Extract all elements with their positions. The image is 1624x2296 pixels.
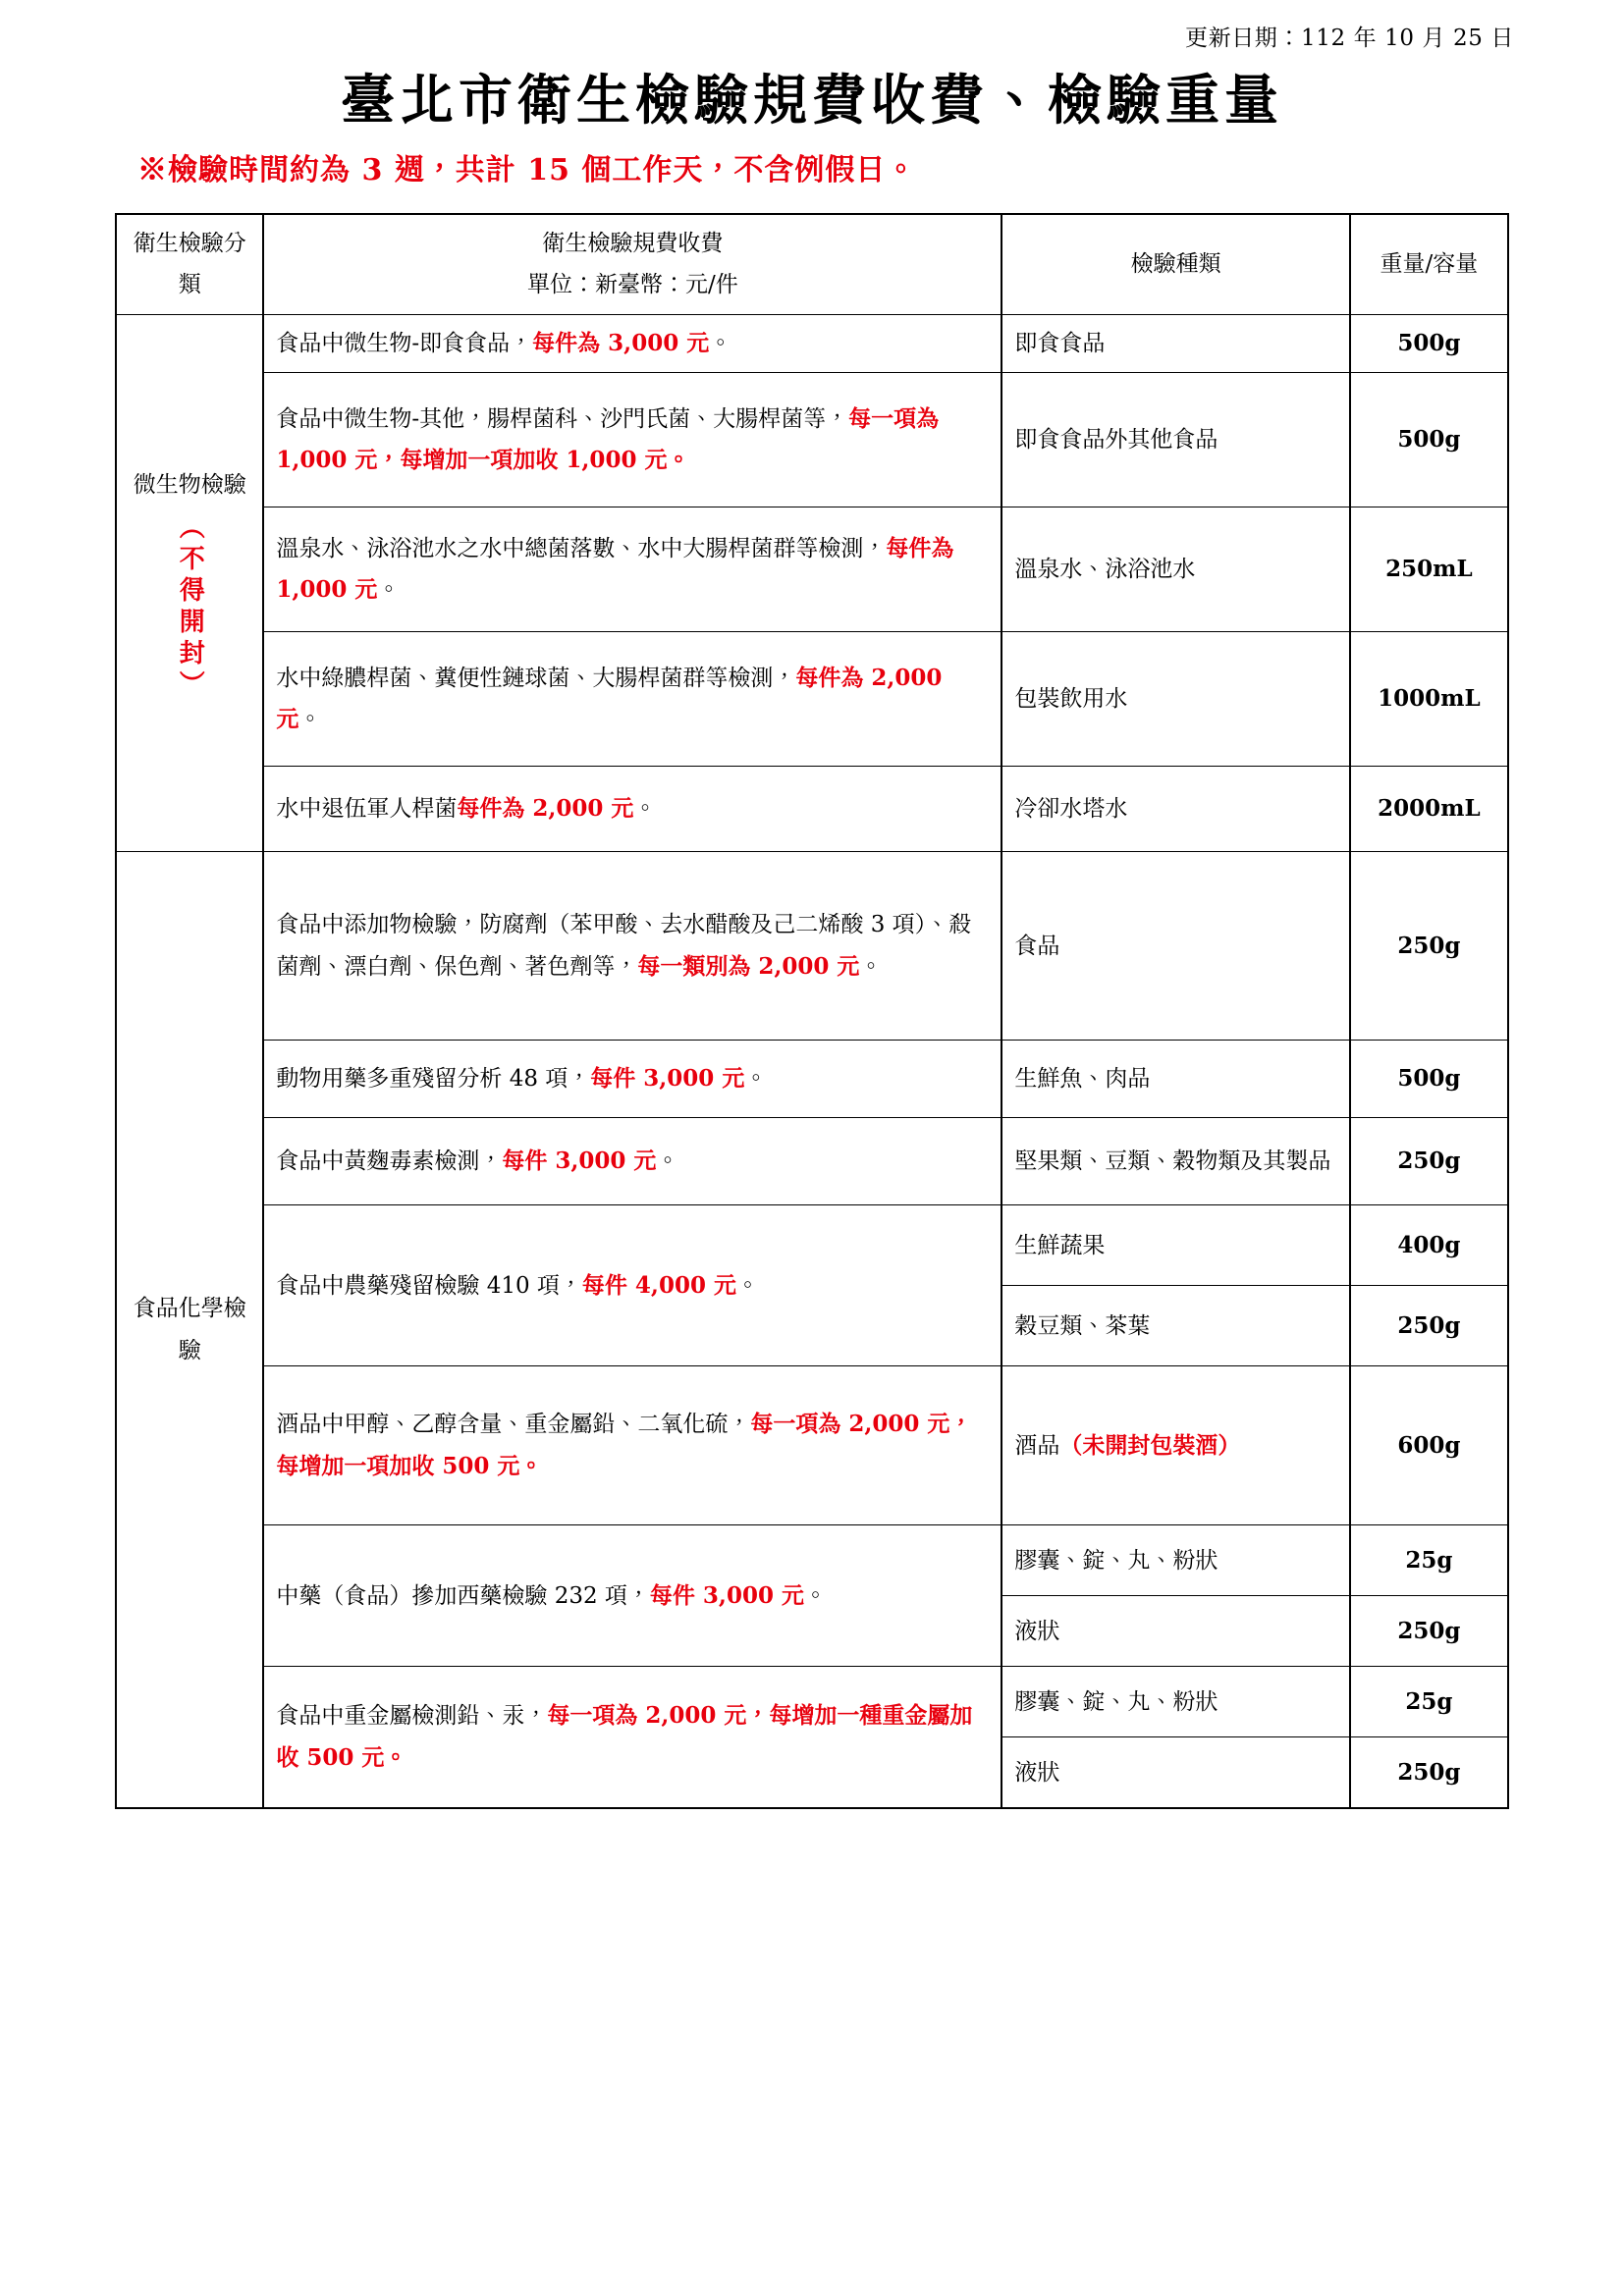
table-row	[116, 1205, 1508, 1286]
header-fee-line2: 單位：新臺幣：元/件	[527, 272, 738, 298]
processing-time-note: ※檢驗時間約為 3 週，共計 15 個工作天，不含例假日。	[137, 153, 917, 188]
fee-cell	[263, 1667, 1001, 1809]
page-title: 臺北市衛生檢驗規費收費、檢驗重量	[340, 67, 1283, 132]
fee-cell	[263, 632, 1001, 767]
table-row	[116, 1041, 1508, 1118]
weight-cell: 250g	[1350, 1286, 1508, 1366]
fee-cell	[263, 507, 1001, 632]
category-cell-microbiology	[116, 314, 263, 852]
fee-text-red: 每件為 1,000 元	[276, 534, 954, 604]
weight-cell: 25g	[1350, 1667, 1508, 1737]
weight-cell: 250g	[1350, 1737, 1508, 1809]
fee-cell	[263, 1118, 1001, 1205]
fee-text-tail: 。	[803, 1582, 827, 1609]
table-row	[116, 507, 1508, 632]
fee-text-black: 溫泉水、泳浴池水之水中總菌落數、水中大腸桿菌群等檢測，	[276, 535, 887, 561]
table-row	[116, 767, 1508, 852]
fee-text-red: 每件 3,000 元	[502, 1148, 657, 1175]
header-fee-line1: 衛生檢驗規費收費	[542, 230, 724, 256]
fee-cell	[263, 1525, 1001, 1667]
fee-text-red: 每一項為 2,000 元，每增加一種重金屬加收 500 元。	[276, 1702, 973, 1771]
fee-text-tail: 。	[656, 1148, 679, 1175]
weight-cell: 500g	[1350, 314, 1508, 373]
table-row	[116, 1366, 1508, 1525]
fee-text-red: 每件為 2,000 元	[276, 664, 943, 733]
fee-cell	[263, 1041, 1001, 1118]
fee-text-red: 每件 4,000 元	[581, 1271, 736, 1299]
fee-text-red: 每一類別為 2,000 元	[637, 952, 860, 980]
fee-text-tail: 。	[735, 1272, 759, 1299]
fee-text-tail: 。	[709, 330, 732, 356]
fee-text-red: 每件 3,000 元	[649, 1581, 804, 1609]
category-note: （不得開封）	[175, 513, 205, 703]
fee-text-tail: 。	[633, 796, 657, 823]
fee-table	[115, 213, 1509, 1810]
kind-cell: 堅果類、豆類、穀物類及其製品	[1001, 1118, 1350, 1205]
fee-text-red: 每件 3,000 元	[590, 1065, 745, 1093]
table-row	[116, 1667, 1508, 1737]
fee-cell	[263, 1205, 1001, 1366]
header-category: 衛生檢驗分類	[116, 214, 263, 315]
kind-cell: 穀豆類、茶葉	[1001, 1286, 1350, 1366]
table-row	[116, 852, 1508, 1041]
weight-cell: 600g	[1350, 1366, 1508, 1525]
kind-cell: 膠囊、錠、丸、粉狀	[1001, 1525, 1350, 1596]
fee-text-black: 動物用藥多重殘留分析 48 項，	[276, 1066, 591, 1093]
kind-cell	[1001, 1366, 1350, 1525]
fee-text-tail: 。	[859, 953, 883, 980]
kind-cell: 食品	[1001, 852, 1350, 1041]
kind-cell: 溫泉水、泳浴池水	[1001, 507, 1350, 632]
fee-cell	[263, 373, 1001, 507]
table-body	[116, 314, 1508, 1808]
fee-text-black: 水中綠膿桿菌、糞便性鏈球菌、大腸桿菌群等檢測，	[276, 665, 796, 691]
fee-text-tail: 。	[744, 1066, 768, 1093]
table-row	[116, 314, 1508, 373]
table-row	[116, 1525, 1508, 1596]
header-weight: 重量/容量	[1350, 214, 1508, 315]
kind-cell: 膠囊、錠、丸、粉狀	[1001, 1667, 1350, 1737]
weight-cell: 500g	[1350, 373, 1508, 507]
header-fee	[263, 214, 1001, 315]
fee-text-black: 食品中微生物-其他，腸桿菌科、沙門氏菌、大腸桿菌等，	[276, 405, 849, 432]
weight-cell: 250g	[1350, 852, 1508, 1041]
table-header	[116, 214, 1508, 315]
fee-text-black: 食品中添加物檢驗，防腐劑（苯甲酸、去水醋酸及己二烯酸 3 項）、殺菌劑、漂白劑、保色劑、著色劑等，	[276, 912, 972, 980]
fee-cell	[263, 1366, 1001, 1525]
weight-cell: 400g	[1350, 1205, 1508, 1286]
fee-text-red: 每件為 2,000 元	[457, 795, 634, 823]
fee-text-red: 每件為 3,000 元	[532, 329, 710, 356]
fee-text-black: 食品中黃麴毒素檢測，	[276, 1148, 503, 1175]
fee-text-black: 水中退伍軍人桿菌	[276, 796, 458, 823]
weight-cell: 25g	[1350, 1525, 1508, 1596]
fee-text-tail: 。	[377, 577, 401, 604]
kind-text-black: 酒品	[1014, 1432, 1060, 1459]
weight-cell: 500g	[1350, 1041, 1508, 1118]
weight-cell: 250g	[1350, 1596, 1508, 1667]
kind-cell: 液狀	[1001, 1596, 1350, 1667]
table-row	[116, 632, 1508, 767]
kind-text-red: （未開封包裝酒）	[1059, 1431, 1241, 1459]
kind-cell: 冷卻水塔水	[1001, 767, 1350, 852]
category-cell-food-chemistry	[116, 852, 263, 1809]
fee-text-red: 每一項為 1,000 元，每增加一項加收 1,000 元。	[276, 404, 940, 474]
weight-cell: 1000mL	[1350, 632, 1508, 767]
weight-cell: 250mL	[1350, 507, 1508, 632]
fee-cell	[263, 767, 1001, 852]
weight-cell: 2000mL	[1350, 767, 1508, 852]
weight-cell: 250g	[1350, 1118, 1508, 1205]
fee-text-black: 食品中農藥殘留檢驗 410 項，	[276, 1272, 582, 1299]
table-row	[116, 1118, 1508, 1205]
kind-cell: 即食食品	[1001, 314, 1350, 373]
update-date: 更新日期：112 年 10 月 25 日	[1185, 26, 1514, 51]
fee-text-black: 食品中重金屬檢測鉛、汞，	[276, 1703, 548, 1730]
kind-cell: 生鮮魚、肉品	[1001, 1041, 1350, 1118]
kind-cell: 液狀	[1001, 1737, 1350, 1809]
fee-cell	[263, 852, 1001, 1041]
category-title: 食品化學檢驗	[133, 1296, 246, 1363]
header-kind: 檢驗種類	[1001, 214, 1350, 315]
fee-text-tail: 。	[298, 707, 322, 733]
fee-text-red: 每一項為 2,000 元，每增加一項加收 500 元。	[276, 1411, 973, 1479]
fee-text-black: 酒品中甲醇、乙醇含量、重金屬鉛、二氧化硫，	[276, 1412, 751, 1438]
kind-cell: 生鮮蔬果	[1001, 1205, 1350, 1286]
fee-text-black: 中藥（食品）摻加西藥檢驗 232 項，	[276, 1582, 650, 1609]
kind-cell: 即食食品外其他食品	[1001, 373, 1350, 507]
fee-cell	[263, 314, 1001, 373]
fee-text-black: 食品中微生物-即食食品，	[276, 330, 533, 356]
table-row	[116, 373, 1508, 507]
kind-cell: 包裝飲用水	[1001, 632, 1350, 767]
category-title: 微生物檢驗	[133, 471, 246, 498]
